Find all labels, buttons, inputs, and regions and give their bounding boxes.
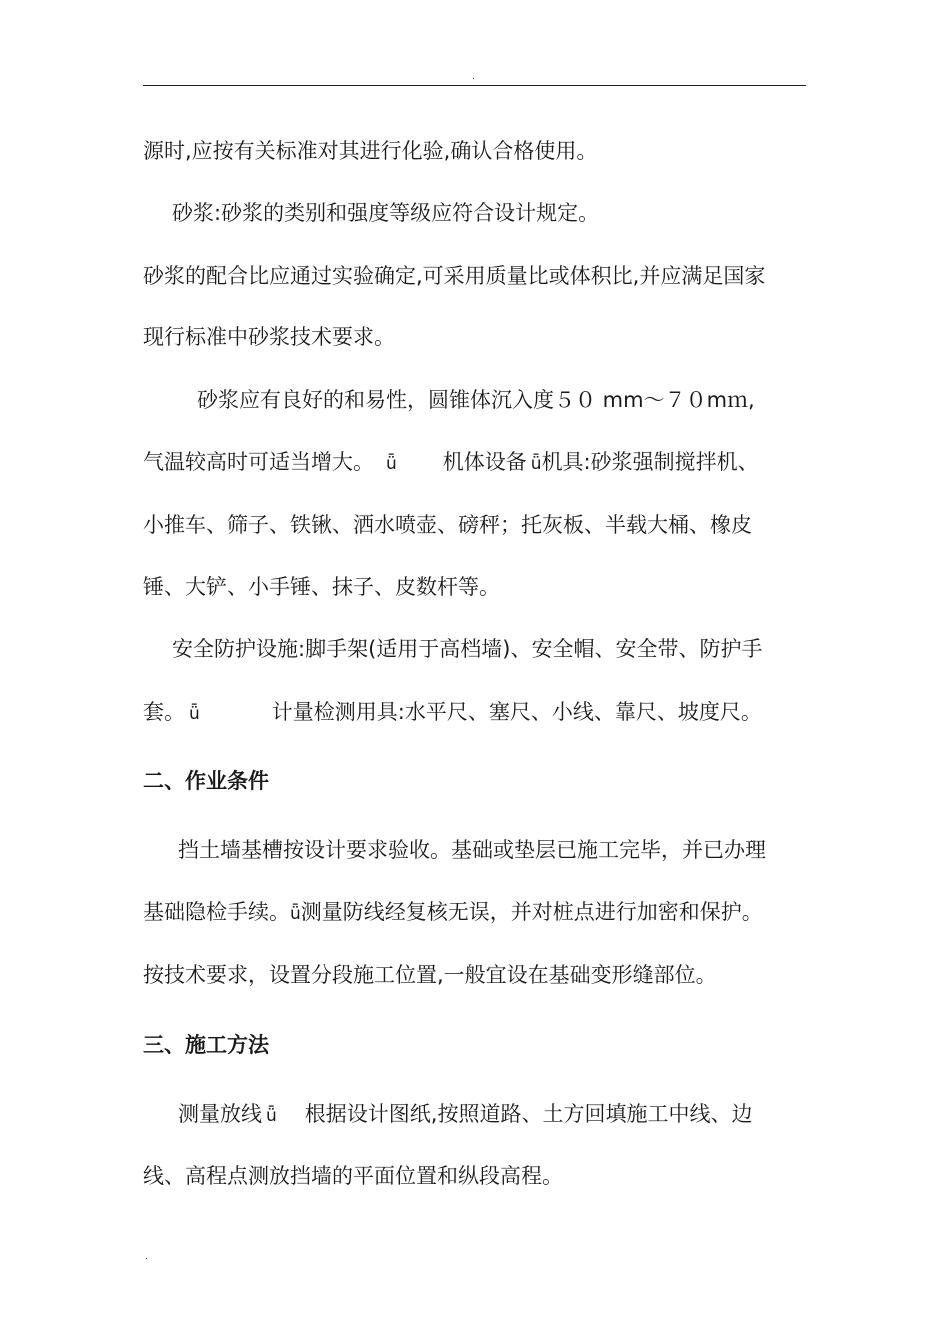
paragraph-mark: ǖ: [290, 904, 301, 924]
line-10-part-b: 计量检测用具:水平尺、塞尺、小线、靠尺、坡度尺。: [271, 700, 762, 724]
body-line-13: [143, 897, 763, 927]
body-line-1: 源时,应按有关标准对其进行化验,确认合格使用。: [143, 139, 598, 163]
paragraph-mark: ǖ: [386, 454, 397, 474]
body-line-7: 小推车、筛子、铁锹、洒水喷壶、磅秤；托灰板、半载大桶、橡皮: [143, 513, 752, 537]
header-dot: .: [472, 72, 475, 82]
body-line-14: 按技术要求，设置分段施工位置,一般宜设在基础变形缝部位。: [143, 963, 717, 987]
body-line-9: 安全防护设施:脚手架(适用于高档墙)、安全帽、安全带、防护手: [172, 637, 763, 661]
line-6-part-c: 机具:砂浆强制搅拌机、: [541, 450, 759, 474]
paragraph-mark: ǖ: [266, 1106, 277, 1126]
header-rule: [143, 85, 806, 86]
line-6-part-b: 机体设备: [442, 450, 527, 474]
paragraph-mark: ǖ: [189, 704, 200, 724]
line-13-part-a: 基础隐检手续。: [143, 900, 290, 924]
body-line-8: 锤、大铲、小手锤、抹子、皮数杆等。: [143, 575, 500, 599]
body-line-10: [143, 697, 762, 727]
body-line-16: [178, 1099, 752, 1129]
line-10-part-a: 套。: [143, 700, 185, 724]
body-line-6: [143, 447, 759, 477]
paragraph-mark: ǖ: [530, 454, 542, 474]
line-6-part-a: 气温较高时可适当增大。: [143, 450, 374, 474]
line-16-part-b: 根据设计图纸,按照道路、土方回填施工中线、边: [304, 1102, 753, 1126]
footer-dot: .: [145, 1252, 148, 1262]
body-line-17: 线、高程点测放挡墙的平面位置和纵段高程。: [143, 1164, 563, 1188]
body-line-2: 砂浆:砂浆的类别和强度等级应符合设计规定。: [172, 201, 600, 225]
body-line-5: 砂浆应有良好的和易性，圆锥体沉入度５０ mm～７０mｍ,: [197, 388, 755, 412]
body-line-12: 挡土墙基槽按设计要求验收。基础或垫层已施工完毕，并已办理: [178, 838, 766, 862]
section-heading-3: 三、施工方法: [143, 1033, 269, 1057]
line-13-part-b: 测量防线经复核无误，并对桩点进行加密和保护。: [300, 900, 763, 924]
line-16-part-a: 测量放线: [178, 1102, 262, 1126]
body-line-4: 现行标准中砂浆技术要求。: [143, 325, 395, 349]
body-line-3: 砂浆的配合比应通过实验确定,可采用质量比或体积比,并应满足国家: [143, 264, 766, 288]
section-heading-2: 二、作业条件: [143, 769, 269, 793]
